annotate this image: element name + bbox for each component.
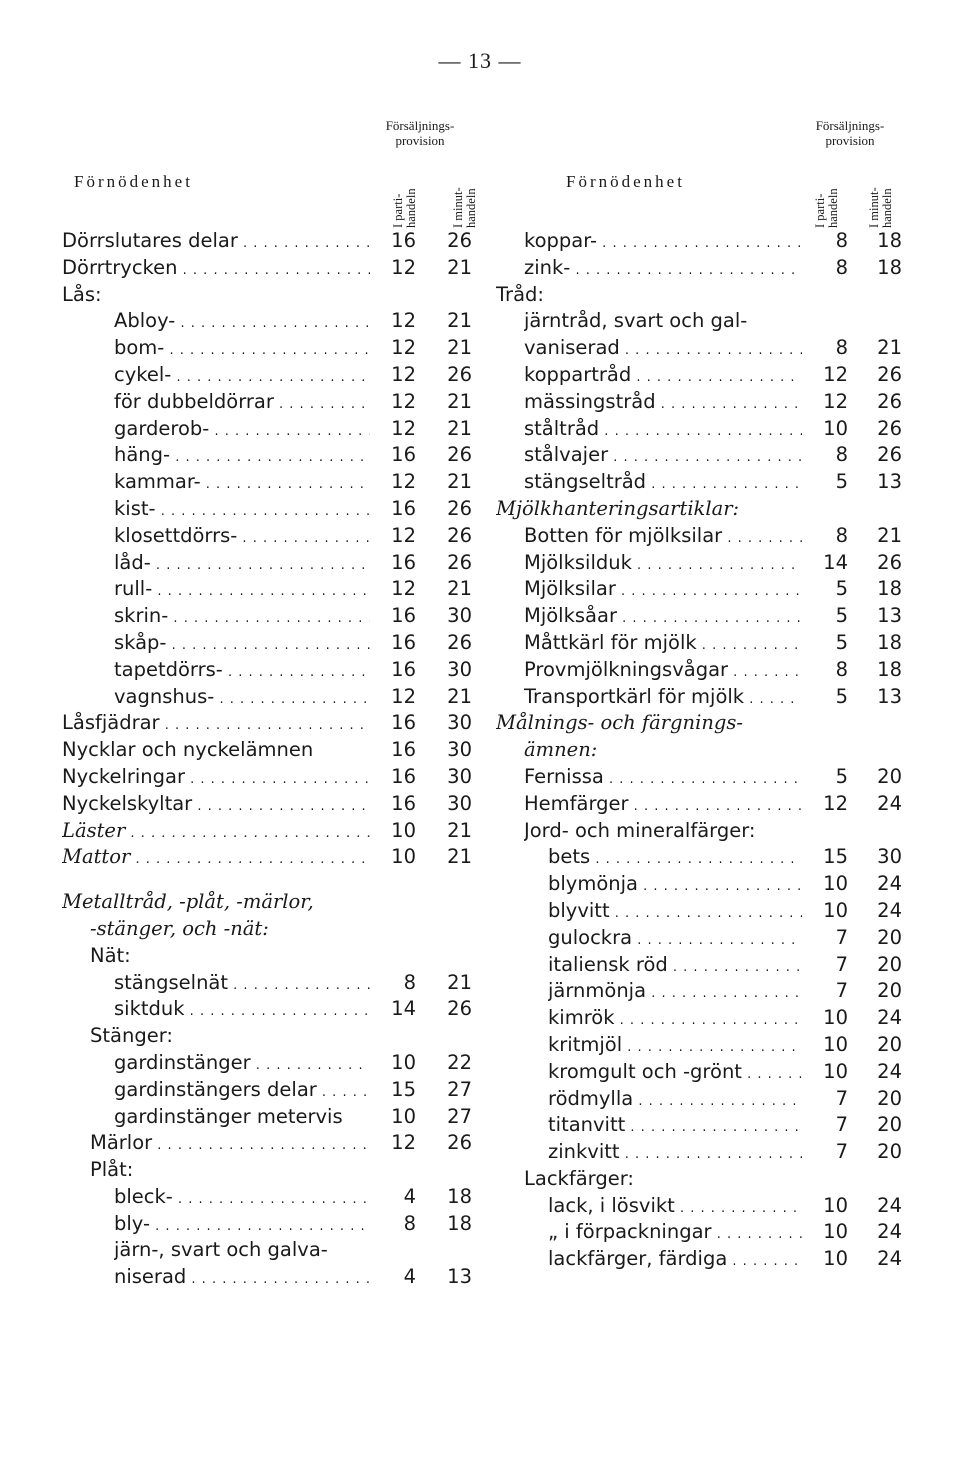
retail-provision-value: 30 — [426, 710, 472, 737]
row-label: järn-, svart och galva- — [114, 1238, 328, 1262]
retail-provision-value: 24 — [856, 791, 902, 818]
retail-provision-value: 26 — [856, 389, 902, 416]
row-label: niserad . . . — [114, 1264, 376, 1294]
row-label: Botten för mjölksilar . . . — [524, 523, 808, 553]
row-label: gardinstänger metervis — [114, 1104, 343, 1128]
retail-provision-value: 18 — [426, 1211, 472, 1238]
wholesale-provision-value: 10 — [802, 1219, 848, 1246]
row-label: blymönja . . . — [548, 871, 808, 901]
right-header-col2: I minut- handeln — [867, 187, 894, 228]
wholesale-provision-value: 7 — [802, 1112, 848, 1139]
table-row — [62, 442, 480, 469]
row-label: stålvajer . . . — [524, 442, 808, 472]
row-label: koppartråd . . . — [524, 362, 808, 392]
retail-provision-value: 30 — [426, 737, 472, 764]
table-row — [62, 684, 480, 711]
table-row — [496, 550, 906, 577]
table-row — [496, 1059, 906, 1086]
left-header-col2: I minut- handeln — [451, 187, 478, 228]
retail-provision-value: 20 — [856, 978, 902, 1005]
row-label: vagnshus- . . . — [114, 684, 376, 714]
retail-provision-value: 13 — [856, 469, 902, 496]
row-label: klosettdörrs- . . . — [114, 523, 376, 553]
row-label: för dubbeldörrar . . . — [114, 389, 376, 419]
wholesale-provision-value: 12 — [370, 684, 416, 711]
retail-provision-value: 18 — [856, 228, 902, 255]
row-label: bets . . . — [548, 844, 808, 874]
wholesale-provision-value: 7 — [802, 1086, 848, 1113]
retail-provision-value: 22 — [426, 1050, 472, 1077]
table-row — [496, 603, 906, 630]
wholesale-provision-value: 15 — [370, 1077, 416, 1104]
retail-provision-value: 21 — [426, 844, 472, 871]
wholesale-provision-value: 8 — [802, 657, 848, 684]
row-label: skrin- . . . — [114, 603, 376, 633]
row-label: „ i förpackningar . . . — [548, 1219, 808, 1249]
table-row — [496, 978, 906, 1005]
row-label: gardinstänger . . . — [114, 1050, 376, 1080]
row-label: järntråd, svart och gal- — [524, 309, 748, 333]
table-row — [62, 576, 480, 603]
retail-provision-value: 26 — [426, 362, 472, 389]
wholesale-provision-value: 10 — [370, 844, 416, 871]
retail-provision-value: 18 — [856, 576, 902, 603]
row-label: tapetdörrs- . . . — [114, 657, 376, 687]
retail-provision-value: 30 — [426, 764, 472, 791]
section-heading — [62, 1237, 480, 1264]
row-label: låd- . . . — [114, 550, 376, 580]
row-label: lack, i lösvikt . . . — [548, 1193, 808, 1223]
wholesale-provision-value: 10 — [802, 898, 848, 925]
section-heading — [496, 818, 906, 845]
wholesale-provision-value: 16 — [370, 228, 416, 255]
wholesale-provision-value: 8 — [370, 970, 416, 997]
wholesale-provision-value: 10 — [802, 871, 848, 898]
table-row — [496, 1032, 906, 1059]
row-label: blyvitt . . . — [548, 898, 808, 928]
table-row — [62, 710, 480, 737]
wholesale-provision-value: 4 — [370, 1264, 416, 1291]
retail-provision-value: 26 — [426, 1130, 472, 1157]
row-label: Märlor . . . — [90, 1130, 376, 1160]
table-row — [62, 1184, 480, 1211]
wholesale-provision-value: 5 — [802, 603, 848, 630]
table-row — [62, 1077, 480, 1104]
retail-provision-value: 26 — [856, 442, 902, 469]
wholesale-provision-value: 8 — [370, 1211, 416, 1238]
table-row — [496, 1193, 906, 1220]
row-label: Nät: — [90, 943, 131, 967]
table-row — [62, 818, 480, 845]
retail-provision-value: 26 — [426, 228, 472, 255]
retail-provision-value: 21 — [426, 389, 472, 416]
row-label: Nyckelringar . . . — [62, 764, 376, 794]
row-label: rull- . . . — [114, 576, 376, 606]
row-label: häng- . . . — [114, 442, 376, 472]
table-row — [62, 228, 480, 255]
retail-provision-value: 24 — [856, 1193, 902, 1220]
row-label: rödmylla . . . — [548, 1086, 808, 1116]
retail-provision-value: 20 — [856, 1139, 902, 1166]
table-row — [496, 523, 906, 550]
retail-provision-value: 24 — [856, 871, 902, 898]
table-row — [62, 255, 480, 282]
retail-provision-value: 26 — [426, 630, 472, 657]
row-label: kromgult och -grönt . . . — [548, 1059, 808, 1089]
table-row — [496, 657, 906, 684]
row-label: mässingstråd . . . — [524, 389, 808, 419]
row-label: Transportkärl för mjölk . . . — [524, 684, 808, 714]
retail-provision-value: 26 — [426, 996, 472, 1023]
wholesale-provision-value: 5 — [802, 684, 848, 711]
row-label: Mjölkhanteringsartiklar: — [496, 496, 740, 520]
row-label: Tråd: — [496, 282, 544, 306]
retail-provision-value: 20 — [856, 1086, 902, 1113]
row-label: siktduk . . . — [114, 996, 376, 1026]
table-row — [62, 657, 480, 684]
table-row — [496, 1219, 906, 1246]
table-row — [62, 1264, 480, 1291]
wholesale-provision-value: 12 — [370, 576, 416, 603]
wholesale-provision-value: 12 — [370, 335, 416, 362]
row-label: titanvitt . . . — [548, 1112, 808, 1142]
section-heading — [62, 916, 480, 943]
row-label: -stänger, och -nät: — [90, 916, 269, 940]
row-label: Låsfjädrar . . . — [62, 710, 376, 740]
retail-provision-value: 24 — [856, 1059, 902, 1086]
left-header-col1: I parti- handeln — [391, 188, 418, 228]
row-label: Målnings- och färgnings- — [496, 711, 743, 735]
row-label: Nyckelskyltar . . . — [62, 791, 376, 821]
wholesale-provision-value: 10 — [802, 1032, 848, 1059]
right-header-provision: Försäljnings- provision — [815, 118, 885, 148]
row-label: ämnen: — [524, 738, 598, 762]
retail-provision-value: 20 — [856, 1032, 902, 1059]
retail-provision-value: 13 — [426, 1264, 472, 1291]
retail-provision-value: 26 — [426, 550, 472, 577]
right-table-header — [496, 118, 906, 228]
wholesale-provision-value: 7 — [802, 925, 848, 952]
retail-provision-value: 20 — [856, 925, 902, 952]
table-row — [496, 898, 906, 925]
section-heading — [496, 737, 906, 764]
left-header-provision: Försäljnings- provision — [385, 118, 455, 148]
wholesale-provision-value: 16 — [370, 657, 416, 684]
row-label: italiensk röd . . . — [548, 952, 808, 982]
row-label: Provmjölkningsvågar . . . — [524, 657, 808, 687]
wholesale-provision-value: 8 — [802, 255, 848, 282]
wholesale-provision-value: 10 — [370, 818, 416, 845]
row-label: Stänger: — [90, 1024, 173, 1048]
wholesale-provision-value: 5 — [802, 576, 848, 603]
table-row — [496, 416, 906, 443]
retail-provision-value: 26 — [856, 416, 902, 443]
table-row — [496, 764, 906, 791]
row-label: kimrök . . . — [548, 1005, 808, 1035]
retail-provision-value: 26 — [856, 362, 902, 389]
row-label: ståltråd . . . — [524, 416, 808, 446]
row-label: Dörrslutares delar . . . — [62, 228, 376, 258]
left-rows — [62, 228, 480, 1291]
table-row — [496, 442, 906, 469]
wholesale-provision-value: 12 — [802, 389, 848, 416]
table-row — [496, 255, 906, 282]
wholesale-provision-value: 16 — [370, 630, 416, 657]
retail-provision-value: 21 — [426, 576, 472, 603]
left-header-title: Förnödenhet — [74, 172, 193, 191]
table-row — [496, 1139, 906, 1166]
section-heading — [62, 282, 480, 309]
table-row — [496, 925, 906, 952]
table-row — [496, 630, 906, 657]
wholesale-provision-value: 12 — [370, 308, 416, 335]
table-row — [62, 603, 480, 630]
row-label: Mjölksåar . . . — [524, 603, 808, 633]
table-row — [62, 469, 480, 496]
table-row — [496, 469, 906, 496]
row-label: Lackfärger: — [524, 1166, 634, 1190]
wholesale-provision-value: 10 — [370, 1104, 416, 1131]
retail-provision-value: 21 — [426, 970, 472, 997]
retail-provision-value: 21 — [426, 308, 472, 335]
wholesale-provision-value: 16 — [370, 710, 416, 737]
wholesale-provision-value: 7 — [802, 1139, 848, 1166]
table-row — [496, 1005, 906, 1032]
row-label: Jord- och mineralfärger: — [524, 818, 756, 842]
wholesale-provision-value: 12 — [370, 523, 416, 550]
section-heading — [496, 1166, 906, 1193]
row-label: skåp- . . . — [114, 630, 376, 660]
wholesale-provision-value: 12 — [370, 255, 416, 282]
table-row — [496, 952, 906, 979]
table-row — [496, 871, 906, 898]
row-label: Plåt: — [90, 1158, 134, 1182]
table-row — [496, 389, 906, 416]
wholesale-provision-value: 12 — [370, 389, 416, 416]
table-row — [62, 1104, 480, 1131]
table-row — [496, 1246, 906, 1273]
row-label: garderob- . . . — [114, 416, 376, 446]
retail-provision-value: 21 — [426, 469, 472, 496]
row-label: Metalltråd, -plåt, -märlor, — [62, 890, 314, 914]
wholesale-provision-value: 10 — [370, 1050, 416, 1077]
section-heading — [62, 1023, 480, 1050]
retail-provision-value: 24 — [856, 898, 902, 925]
wholesale-provision-value: 10 — [802, 1059, 848, 1086]
row-label: Nycklar och nyckelämnen — [62, 738, 314, 762]
table-row — [62, 791, 480, 818]
retail-provision-value: 21 — [426, 255, 472, 282]
retail-provision-value: 13 — [856, 684, 902, 711]
retail-provision-value: 26 — [426, 496, 472, 523]
row-label: bly- . . . — [114, 1211, 376, 1241]
row-label: Mjölksilduk . . . — [524, 550, 808, 580]
right-rows — [496, 228, 906, 1273]
row-label: Fernissa . . . — [524, 764, 808, 794]
table-row — [496, 684, 906, 711]
retail-provision-value: 18 — [856, 255, 902, 282]
right-column — [496, 118, 906, 1273]
row-label: zink- . . . — [524, 255, 808, 285]
wholesale-provision-value: 14 — [370, 996, 416, 1023]
row-label: Mjölksilar . . . — [524, 576, 808, 606]
retail-provision-value: 20 — [856, 764, 902, 791]
retail-provision-value: 21 — [856, 523, 902, 550]
left-table-header — [62, 118, 480, 228]
retail-provision-value: 21 — [856, 335, 902, 362]
table-row — [496, 335, 906, 362]
wholesale-provision-value: 15 — [802, 844, 848, 871]
retail-provision-value: 24 — [856, 1246, 902, 1273]
wholesale-provision-value: 12 — [370, 416, 416, 443]
row-label: Dörrtrycken . . . — [62, 255, 376, 285]
table-row — [62, 335, 480, 362]
retail-provision-value: 30 — [426, 791, 472, 818]
wholesale-provision-value: 10 — [802, 416, 848, 443]
table-row — [496, 576, 906, 603]
wholesale-provision-value: 8 — [802, 442, 848, 469]
table-row — [62, 362, 480, 389]
row-label: Lås: — [62, 282, 102, 306]
wholesale-provision-value: 8 — [802, 228, 848, 255]
retail-provision-value: 24 — [856, 1005, 902, 1032]
retail-provision-value: 21 — [426, 684, 472, 711]
table-row — [62, 1050, 480, 1077]
wholesale-provision-value: 16 — [370, 603, 416, 630]
table-row — [496, 228, 906, 255]
table-row — [62, 844, 480, 871]
retail-provision-value: 21 — [426, 818, 472, 845]
retail-provision-value: 20 — [856, 1112, 902, 1139]
page-number: — 13 — — [438, 48, 522, 73]
wholesale-provision-value: 7 — [802, 978, 848, 1005]
table-row — [62, 737, 480, 764]
wholesale-provision-value: 10 — [802, 1005, 848, 1032]
retail-provision-value: 21 — [426, 335, 472, 362]
table-row — [62, 970, 480, 997]
table-row — [496, 791, 906, 818]
table-row — [62, 416, 480, 443]
wholesale-provision-value: 12 — [370, 362, 416, 389]
table-row — [496, 1086, 906, 1113]
wholesale-provision-value: 4 — [370, 1184, 416, 1211]
wholesale-provision-value: 16 — [370, 791, 416, 818]
table-row — [62, 308, 480, 335]
retail-provision-value: 30 — [856, 844, 902, 871]
retail-provision-value: 13 — [856, 603, 902, 630]
wholesale-provision-value: 7 — [802, 952, 848, 979]
wholesale-provision-value: 10 — [802, 1246, 848, 1273]
table-row — [62, 550, 480, 577]
section-heading — [62, 943, 480, 970]
right-header-title: Förnödenhet — [566, 172, 685, 191]
wholesale-provision-value: 5 — [802, 469, 848, 496]
section-heading — [62, 1157, 480, 1184]
row-label: bleck- . . . — [114, 1184, 376, 1214]
retail-provision-value: 30 — [426, 657, 472, 684]
retail-provision-value: 26 — [856, 550, 902, 577]
row-label: Abloy- . . . — [114, 308, 376, 338]
table-row — [62, 996, 480, 1023]
table-row — [62, 630, 480, 657]
wholesale-provision-value: 5 — [802, 764, 848, 791]
wholesale-provision-value: 12 — [370, 469, 416, 496]
retail-provision-value: 18 — [426, 1184, 472, 1211]
row-label: gulockra . . . — [548, 925, 808, 955]
row-label: Läster . . . — [62, 818, 376, 848]
section-heading — [496, 282, 906, 309]
right-header-col1: I parti- handeln — [813, 188, 840, 228]
wholesale-provision-value: 16 — [370, 737, 416, 764]
table-row — [62, 496, 480, 523]
retail-provision-value: 24 — [856, 1219, 902, 1246]
row-label: gardinstängers delar . . . — [114, 1077, 376, 1107]
row-label: kammar- . . . — [114, 469, 376, 499]
section-heading — [496, 710, 906, 737]
retail-provision-value: 21 — [426, 416, 472, 443]
wholesale-provision-value: 16 — [370, 764, 416, 791]
row-label: Mattor . . . — [62, 844, 376, 874]
wholesale-provision-value: 16 — [370, 496, 416, 523]
section-heading — [496, 496, 906, 523]
table-row — [496, 362, 906, 389]
table-row — [62, 764, 480, 791]
wholesale-provision-value: 12 — [370, 1130, 416, 1157]
row-label: Hemfärger . . . — [524, 791, 808, 821]
row-label: Måttkärl för mjölk . . . — [524, 630, 808, 660]
wholesale-provision-value: 14 — [802, 550, 848, 577]
table-row — [62, 1130, 480, 1157]
row-label: zinkvitt . . . — [548, 1139, 808, 1169]
wholesale-provision-value: 8 — [802, 335, 848, 362]
wholesale-provision-value: 10 — [802, 1193, 848, 1220]
wholesale-provision-value: 16 — [370, 550, 416, 577]
row-label: järnmönja . . . — [548, 978, 808, 1008]
row-label: koppar- . . . — [524, 228, 808, 258]
table-row — [496, 1112, 906, 1139]
retail-provision-value: 18 — [856, 657, 902, 684]
table-row — [62, 1211, 480, 1238]
retail-provision-value: 27 — [426, 1104, 472, 1131]
wholesale-provision-value: 12 — [802, 791, 848, 818]
wholesale-provision-value: 16 — [370, 442, 416, 469]
left-column — [62, 118, 480, 1291]
table-row — [62, 523, 480, 550]
wholesale-provision-value: 5 — [802, 630, 848, 657]
table-row — [62, 389, 480, 416]
row-label: vaniserad . . . — [524, 335, 808, 365]
wholesale-provision-value: 8 — [802, 523, 848, 550]
section-heading — [62, 889, 480, 916]
wholesale-provision-value: 12 — [802, 362, 848, 389]
retail-provision-value: 27 — [426, 1077, 472, 1104]
row-label: cykel- . . . — [114, 362, 376, 392]
row-label: bom- . . . — [114, 335, 376, 365]
table-row — [496, 844, 906, 871]
retail-provision-value: 26 — [426, 442, 472, 469]
retail-provision-value: 18 — [856, 630, 902, 657]
retail-provision-value: 20 — [856, 952, 902, 979]
row-label: kist- . . . — [114, 496, 376, 526]
section-heading — [496, 308, 906, 335]
row-label: lackfärger, färdiga . . . — [548, 1246, 808, 1276]
retail-provision-value: 26 — [426, 523, 472, 550]
row-label: stängseltråd . . . — [524, 469, 808, 499]
retail-provision-value: 30 — [426, 603, 472, 630]
row-label: stängselnät . . . — [114, 970, 376, 1000]
row-label: kritmjöl . . . — [548, 1032, 808, 1062]
